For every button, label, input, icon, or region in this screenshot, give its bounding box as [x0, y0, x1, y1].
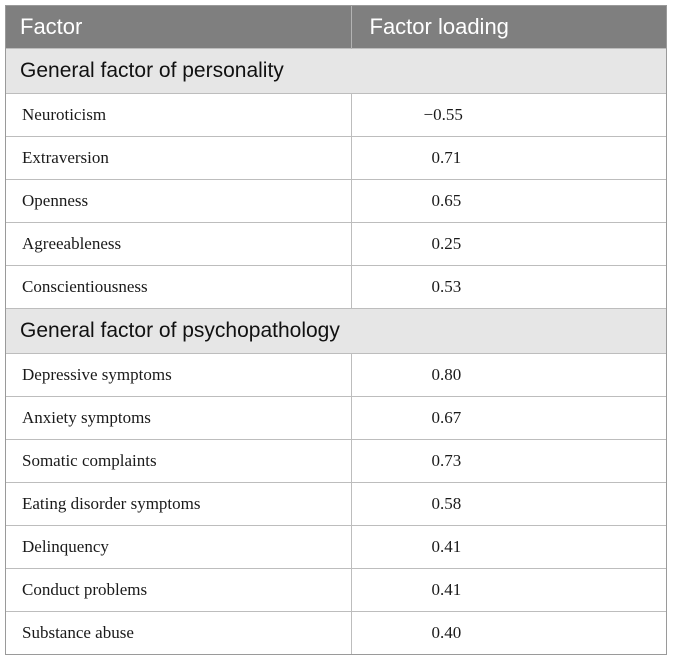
table-row	[6, 568, 666, 611]
table-row	[6, 179, 666, 222]
section-row-personality	[6, 48, 666, 93]
header-factor: Factor	[6, 6, 351, 48]
table-row	[6, 439, 666, 482]
table-row	[6, 353, 666, 396]
section-title: General factor of psychopathology	[6, 308, 666, 353]
factor-name: Conduct problems	[6, 568, 351, 611]
factor-loading: 0.71	[351, 136, 666, 179]
factor-loading: 0.40	[431, 622, 462, 642]
table-row	[6, 611, 666, 654]
table-row	[6, 525, 666, 568]
factor-name: Substance abuse	[6, 611, 351, 654]
header-row	[6, 6, 666, 48]
factor-loading: 0.58	[351, 482, 666, 525]
factor-loading: 0.80	[351, 353, 666, 396]
factor-loading: 0.65	[351, 179, 666, 222]
table-row	[6, 396, 666, 439]
factor-name: Neuroticism	[6, 93, 351, 136]
table-row	[6, 93, 666, 136]
factor-name: Somatic complaints	[6, 439, 351, 482]
table-row	[6, 136, 666, 179]
table-row	[6, 265, 666, 308]
factor-name: Conscientiousness	[6, 265, 351, 308]
factor-name: Agreeableness	[6, 222, 351, 265]
factor-loading: 0.41	[351, 568, 666, 611]
table-row	[6, 222, 666, 265]
factor-name: Extraversion	[6, 136, 351, 179]
table-row	[6, 482, 666, 525]
factor-loading: 0.25	[351, 222, 666, 265]
section-row-psychopathology	[6, 308, 666, 353]
section-title: General factor of personality	[6, 48, 666, 93]
factor-loading: 0.41	[351, 525, 666, 568]
factor-name: Delinquency	[6, 525, 351, 568]
factor-loading: 0.53	[351, 265, 666, 308]
header-factor-loading: Factor loading	[351, 6, 666, 48]
factor-name: Eating disorder symptoms	[6, 482, 351, 525]
factor-name: Anxiety symptoms	[6, 396, 351, 439]
factor-name: Openness	[6, 179, 351, 222]
factor-loading-table	[5, 5, 667, 655]
table	[6, 6, 666, 654]
factor-loading: 0.73	[351, 439, 666, 482]
factor-loading: 0.67	[351, 396, 666, 439]
factor-loading: −0.55	[351, 93, 666, 136]
factor-name: Depressive symptoms	[6, 353, 351, 396]
